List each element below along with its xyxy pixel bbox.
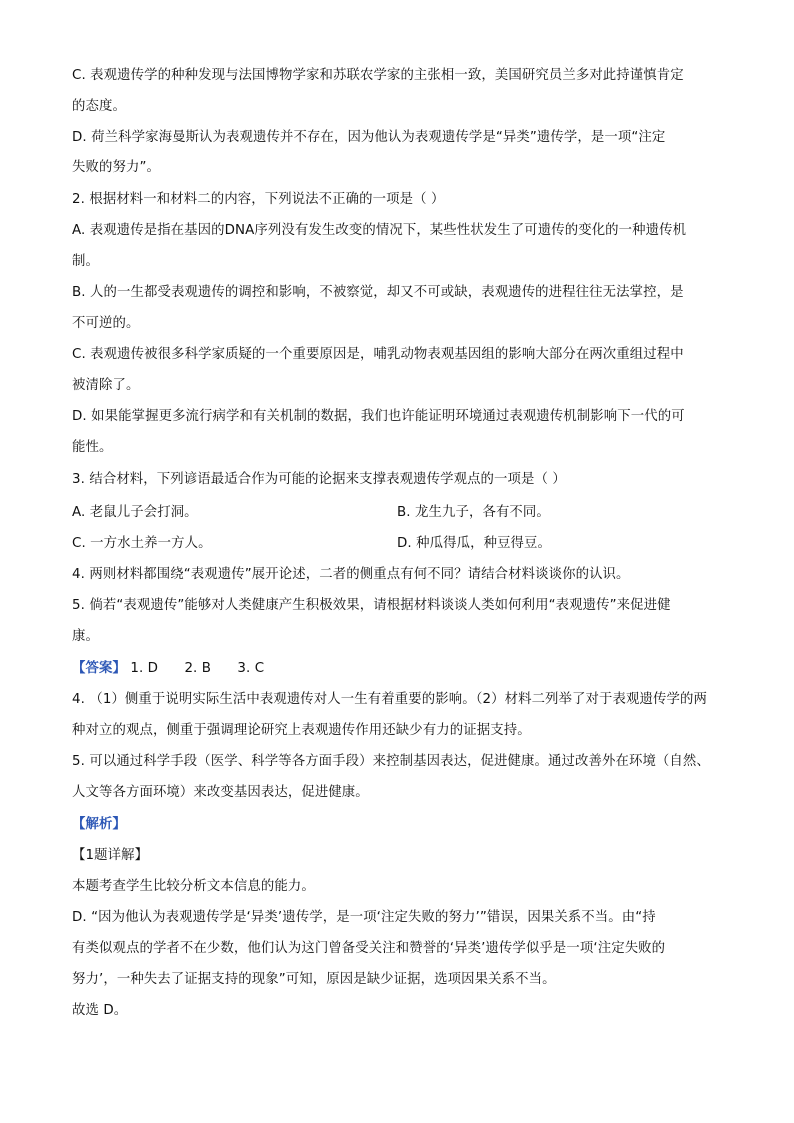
q2-option-c-line-2: 被清除了。 — [72, 378, 140, 393]
q2-option-c-line-1: C. 表观遗传被很多科学家质疑的一个重要原因是，哺乳动物表观基因组的影响大部分在两次重组过程中 — [72, 347, 684, 362]
detail-line-5: 故选 D。 — [72, 1003, 128, 1018]
answer-5-line-1: 5. 可以通过科学手段（医学、科学等各方面手段）来控制基因表达，促进健康。通过改善外在环境（自然、 — [72, 754, 710, 769]
answer-3: 3. C — [237, 661, 265, 676]
answer-5-line-2: 人文等各方面环境）来改变基因表达，促进健康。 — [72, 785, 369, 800]
answer-label: 【答案】 — [72, 661, 126, 676]
option-c-line-2: 的态度。 — [72, 99, 126, 114]
answer-row — [72, 659, 264, 679]
detail-label: 【1题详解】 — [72, 848, 149, 863]
q3-option-d: D. 种瓜得瓜，种豆得豆。 — [397, 536, 552, 551]
option-d-line-1: D. 荷兰科学家海曼斯认为表观遗传并不存在，因为他认为表观遗传学是“异类”遗传学，是一项“注定 — [72, 130, 666, 145]
question-2: 2. 根据材料一和材料二的内容，下列说法不正确的一项是（ ） — [72, 192, 445, 207]
q2-option-d-line-2: 能性。 — [72, 440, 113, 455]
analysis-label: 【解析】 — [72, 817, 126, 832]
answer-1: 1. D — [130, 661, 159, 676]
question-4: 4. 两则材料都围绕“表观遗传”展开论述，二者的侧重点有何不同？请结合材料谈谈你的认识。 — [72, 567, 630, 582]
answer-2: 2. B — [184, 661, 212, 676]
q2-option-a-line-2: 制。 — [72, 254, 99, 269]
q2-option-b-line-1: B. 人的一生都受表观遗传的调控和影响，不被察觉，却又不可或缺，表观遗传的进程往往无法掌控，是 — [72, 285, 684, 300]
q2-option-a-line-1: A. 表观遗传是指在基因的DNA序列没有发生改变的情况下，某些性状发生了可遗传的变化的一种遗传机 — [72, 223, 687, 238]
answer-4-line-1: 4. （1）侧重于说明实际生活中表观遗传对人一生有着重要的影响。（2）材料二列举了对于表观遗传学的两 — [72, 692, 707, 707]
detail-line-1: 本题考查学生比较分析文本信息的能力。 — [72, 879, 315, 894]
question-3: 3. 结合材料，下列谚语最适合作为可能的论据来支撑表观遗传学观点的一项是（ ） — [72, 472, 566, 487]
option-c-line-1: C. 表观遗传学的种种发现与法国博物学家和苏联农学家的主张相一致，美国研究员兰多对此持谨慎肯定 — [72, 68, 684, 83]
q2-option-b-line-2: 不可逆的。 — [72, 316, 140, 331]
detail-line-3: 有类似观点的学者不在少数，他们认为这门曾备受关注和赞誉的‘异类’遗传学似乎是一项‘注定失败的 — [72, 941, 666, 956]
detail-line-4: 努力’，一种失去了证据支持的现象”可知，原因是缺少证据，选项因果关系不当。 — [72, 972, 556, 987]
answer-4-line-2: 种对立的观点，侧重于强调理论研究上表观遗传作用还缺少有力的证据支持。 — [72, 723, 531, 738]
question-5-line-1: 5. 倘若“表观遗传”能够对人类健康产生积极效果，请根据材料谈谈人类如何利用“表观遗传”来促进健 — [72, 598, 671, 613]
q3-option-c: C. 一方水土养一方人。 — [72, 536, 212, 551]
question-5-line-2: 康。 — [72, 629, 99, 644]
detail-line-2: D. “因为他认为表观遗传学是‘异类’遗传学，是一项‘注定失败的努力’”错误，因果关系不当。由“持 — [72, 910, 656, 925]
q2-option-d-line-1: D. 如果能掌握更多流行病学和有关机制的数据，我们也许能证明环境通过表观遗传机制影响下一代的可 — [72, 409, 685, 424]
q3-option-a: A. 老鼠儿子会打洞。 — [72, 505, 198, 520]
q3-option-b: B. 龙生九子，各有不同。 — [397, 505, 550, 520]
option-d-line-2: 失败的努力”。 — [72, 160, 160, 175]
